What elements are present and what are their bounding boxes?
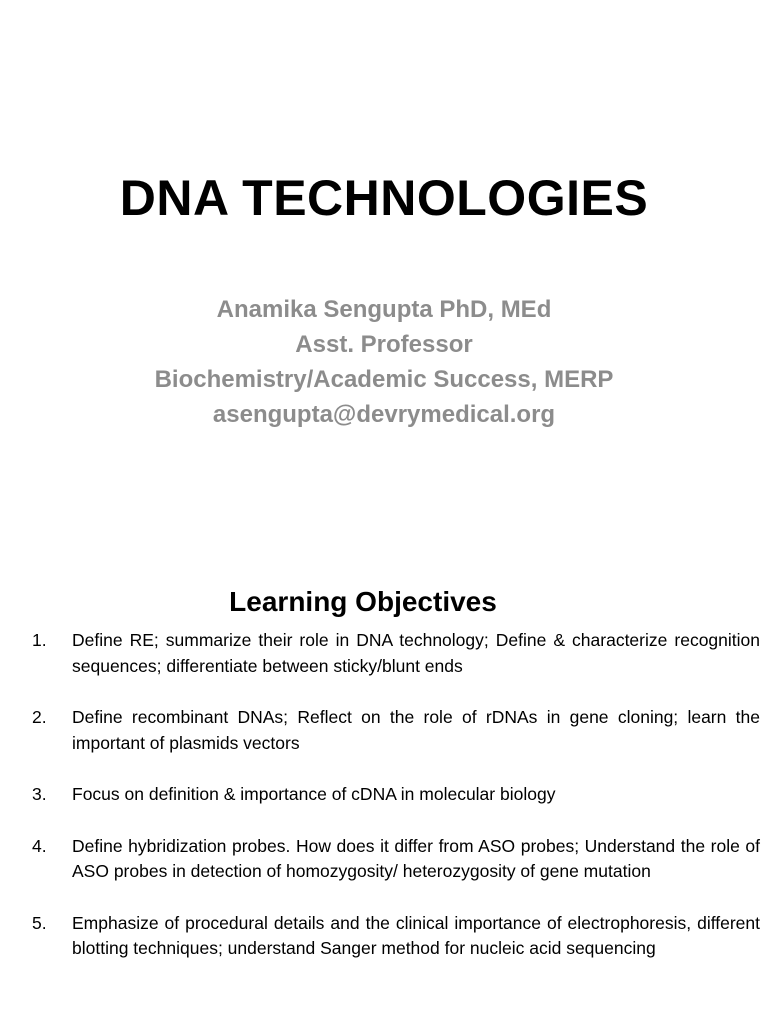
objective-text: Focus on definition & importance of cDNA in molecular biology [72, 784, 556, 804]
objective-number: 1. [32, 630, 47, 650]
objective-item [0, 705, 768, 756]
author-name: Anamika Sengupta PhD, MEd [216, 296, 552, 323]
objectives-heading: Learning Objectives [229, 586, 497, 617]
author-department: Biochemistry/Academic Success, MERP [154, 366, 614, 393]
objective-item [0, 911, 768, 962]
author-position: Asst. Professor [295, 331, 473, 358]
objective-text: Emphasize of procedural details and the clinical importance of electrophoresis, different blotting techniques; understand Sanger method for nucleic acid sequencing [72, 912, 760, 958]
objective-text: Define RE; summarize their role in DNA technology; Define & characterize recognition sequences; differentiate between sticky/blunt ends [72, 630, 760, 676]
objective-text: Define recombinant DNAs; Reflect on the role of rDNAs in gene cloning; learn the important of plasmids vectors [72, 707, 760, 753]
page-title: DNA TECHNOLOGIES [119, 170, 649, 226]
author-email: asengupta@devrymedical.org [212, 401, 556, 428]
objective-text: Define hybridization probes. How does it differ from ASO probes; Understand the role of ASO probes in detection of homozygosity/ heterozygosity of gene mutation [72, 835, 760, 881]
objective-number: 2. [32, 707, 47, 727]
objective-number: 3. [32, 784, 47, 804]
objectives-list [0, 628, 768, 988]
objective-item [0, 834, 768, 885]
author-info [0, 292, 768, 432]
objective-number: 4. [32, 835, 47, 856]
objective-item [0, 782, 768, 808]
objective-number: 5. [32, 912, 47, 933]
objectives-slide [0, 578, 768, 1024]
objective-item [0, 628, 768, 679]
